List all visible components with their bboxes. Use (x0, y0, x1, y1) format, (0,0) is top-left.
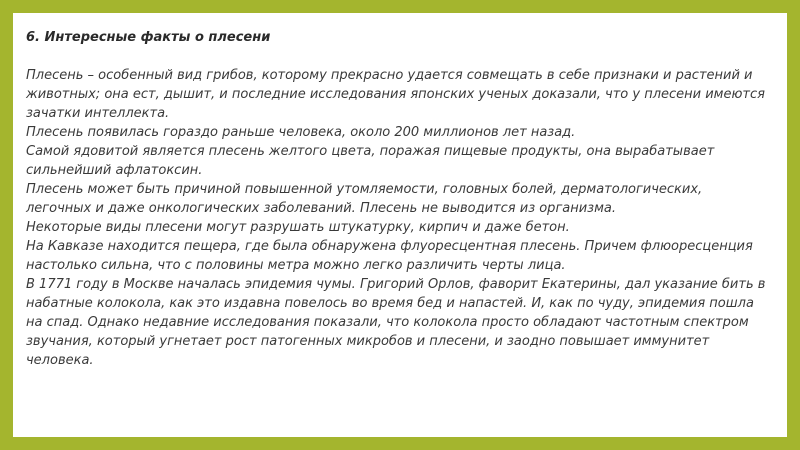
slide-content (26, 28, 766, 370)
paragraph-3: Самой ядовитой является плесень желтого цвета, поражая пищевые продукты, она вырабатывает сильнейший афлатоксин. (26, 144, 715, 178)
paragraph-1: Плесень – особенный вид грибов, которому прекрасно удается совмещать в себе признаки и растений и животных; она ест, дышит, и последние исследования японских ученых доказали, что у плесени имеются зачатки интеллекта. (26, 68, 765, 121)
paragraph-7: В 1771 году в Москве началась эпидемия чумы. Григорий Орлов, фаворит Екатерины, дал указание бить в набатные колокола, как это издавна повелось во время бед и напастей. И, как по чуду, эпидемия пошла на спад. Однако недавние исследования показали, что колокола просто обладают частотным спектром звучания, который угнетает рост патогенных микробов и плесени, и заодно повышает иммунитет человека. (26, 277, 766, 368)
paragraph-4: Плесень может быть причиной повышенной утомляемости, головных болей, дерматологических, легочных и даже онкологических заболеваний. Плесень не выводится из организма. (26, 182, 703, 216)
slide-title: 6. Интересные факты о плесени (26, 30, 271, 45)
slide-panel (13, 13, 787, 437)
paragraph-6: На Кавказе находится пещера, где была обнаружена флуоресцентная плесень. Причем флюоресценция настолько сильна, что с половины метра можно легко различить черты лица. (26, 239, 753, 273)
paragraph-2: Плесень появилась гораздо раньше человека, около 200 миллионов лет назад. (26, 125, 576, 140)
paragraph-5: Некоторые виды плесени могут разрушать штукатурку, кирпич и даже бетон. (26, 220, 570, 235)
